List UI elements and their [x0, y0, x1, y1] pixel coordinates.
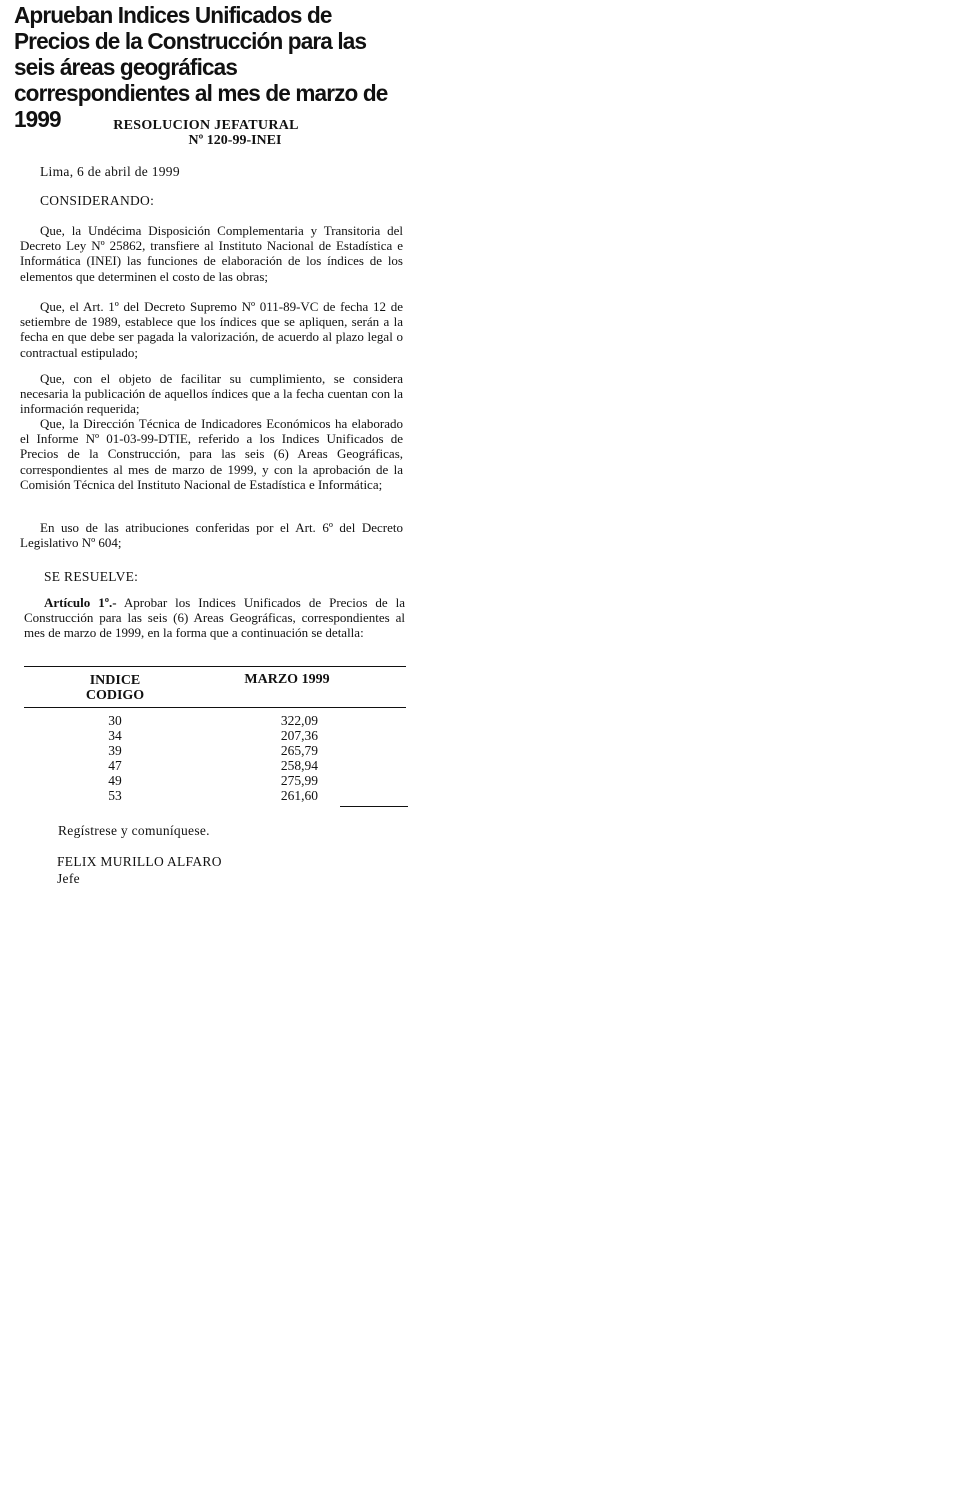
paragraph-5: En uso de las atribuciones conferidas por el Art. 6º del Decreto Legislativo Nº 604; [20, 520, 403, 551]
se-resuelve-label: SE RESUELVE: [44, 569, 139, 584]
paragraph-3: Que, con el objeto de facilitar su cumplimiento, se considera necesaria la publicación de aquellos índices que a la fecha cuentan con la información requerida; [20, 371, 403, 417]
articulo-label: Artículo 1º.- [44, 595, 117, 610]
paragraph-1: Que, la Undécima Disposición Complementaria y Transitoria del Decreto Ley Nº 25862, transfiere al Instituto Nacional de Estadística e Informática (INEI) las funciones de elaboración de los índices de los elementos que determinen el costo de las obras; [20, 223, 403, 284]
considerando-label: CONSIDERANDO: [40, 193, 155, 208]
headline: Aprueban Indices Unificados de Precios de la Construcción para las seis áreas geográficas correspondientes al mes de marzo de 1999 [14, 2, 388, 132]
table-cell-value: 265,79 [280, 742, 318, 758]
table-bottom-rule [340, 806, 408, 807]
table-cell-code: 47 [108, 757, 122, 773]
table-cell-value: 258,94 [280, 757, 318, 773]
table-cell-value: 322,09 [280, 713, 318, 728]
signatory-name: FELIX MURILLO ALFARO [57, 854, 222, 869]
table-cell-code: 53 [108, 787, 122, 803]
table-cell-code: 39 [108, 742, 122, 758]
dateline: Lima, 6 de abril de 1999 [40, 164, 180, 179]
paragraph-4: Que, la Dirección Técnica de Indicadores Económicos ha elaborado el Informe Nº 01-03-99-DTIE, referido a los Indices Unificados de Precios de la Construcción, para las seis (6) Areas Geográficas, correspondientes al mes de marzo de 1999, y con la aprobación de la Comisión Técnica del Instituto Nacional de Estadística e Informática; [20, 416, 403, 492]
table-cell-value: 207,36 [280, 727, 318, 743]
closing-text: Regístrese y comuníquese. [58, 823, 210, 838]
table-cell-code: 34 [108, 727, 122, 743]
table-header-marzo: MARZO 1999 [244, 672, 330, 687]
table-cell-value: 261,60 [280, 787, 318, 803]
articulo-1 [24, 595, 405, 641]
articulo-text: Aprobar los Indices Unificados de Precios de la Construcción para las seis (6) Areas Geográficas, correspondientes al mes de marzo de 1999, en la forma que a continuación se detalla: [24, 595, 405, 641]
signatory-title: Jefe [57, 871, 80, 886]
table-cell-code: 49 [108, 772, 122, 788]
resolution-number: Nº 120-99-INEI [188, 133, 282, 148]
table-header-rule [24, 707, 406, 708]
resolution-title: RESOLUCION JEFATURAL [113, 118, 299, 133]
table-header-indice: INDICE CODIGO [85, 673, 145, 703]
paragraph-2: Que, el Art. 1º del Decreto Supremo Nº 011-89-VC de fecha 12 de setiembre de 1989, establece que los índices que se apliquen, serán a la fecha en que debe ser pagada la valorización, de acuerdo al plazo legal o contractual estipulado; [20, 299, 403, 360]
table-cell-code: 30 [108, 713, 122, 728]
table-cell-value: 275,99 [280, 772, 318, 788]
table-top-rule [24, 666, 406, 667]
